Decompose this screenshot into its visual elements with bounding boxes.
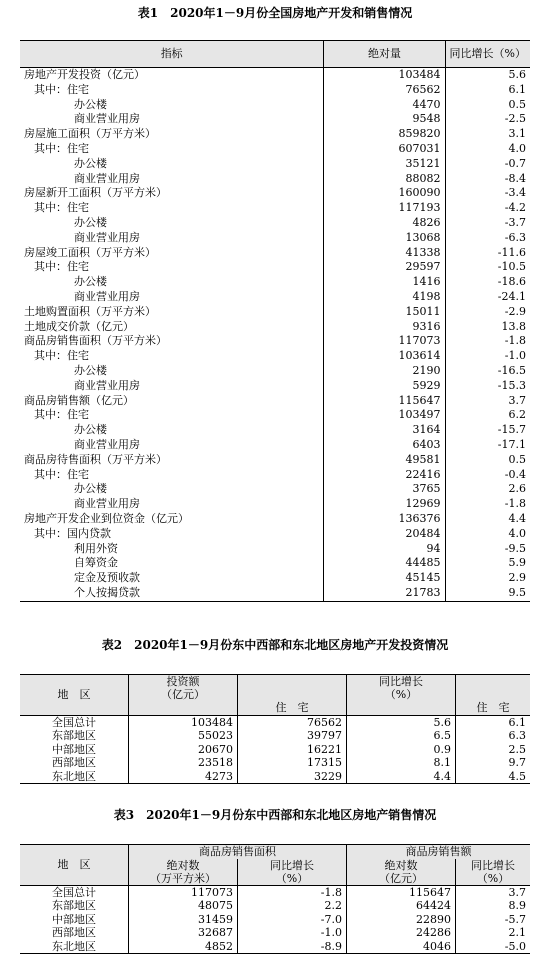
table2-subheader-blank-2 (347, 701, 456, 715)
table1-value-cell: 94 (324, 542, 445, 557)
table1-value-cell: 2190 (324, 364, 445, 379)
table3-subheader-sales-abs: 绝对数 （亿元） (347, 859, 456, 886)
table1-header-absolute: 绝对量 (324, 41, 445, 68)
table1-indicator-cell: 商品房待售面积（万平方米） (20, 453, 324, 468)
table1-row (20, 231, 530, 246)
table1-indicator-cell: 商业营业用房 (20, 172, 324, 187)
table1-indicator-cell: 商业营业用房 (20, 497, 324, 512)
table3-title: 表3 2020年1－9月份东中西部和东北地区房地产销售情况 (113, 808, 437, 822)
table1-growth-cell: 3.1 (508, 127, 526, 141)
table3-area-growth-cell: -1.0 (238, 926, 347, 940)
table3-row (20, 926, 530, 940)
table1-row (20, 216, 530, 231)
table1-indicator-cell: 办公楼 (20, 275, 324, 290)
table1-value-cell: 103497 (324, 408, 445, 423)
table3-area-growth-cell: -1.8 (238, 885, 347, 899)
table1-indicator-cell: 商业营业用房 (20, 290, 324, 305)
table1-row (20, 320, 530, 335)
table1-indicator-cell: 办公楼 (20, 423, 324, 438)
table1-value-cell: 15011 (324, 305, 445, 320)
table1-row (20, 408, 530, 423)
table3-region-cell: 东北地区 (20, 940, 129, 954)
table1-value-cell: 607031 (324, 142, 445, 157)
table3-region-cell: 全国总计 (52, 885, 96, 899)
table1-indicator-cell: 定金及预收款 (20, 571, 324, 586)
table1-value-cell: 1416 (324, 275, 445, 290)
table1-indicator-cell: 商业营业用房 (20, 112, 324, 127)
table2-header-invest-residential-empty (238, 675, 347, 702)
table2-growth-residential-cell: 6.1 (456, 715, 531, 729)
table1-growth-cell: -2.5 (504, 112, 526, 126)
table3-sales-growth-cell: -5.0 (456, 940, 531, 954)
table1-indicator-cell: 商业营业用房 (20, 379, 324, 394)
table1-row (20, 423, 530, 438)
table1-growth-cell: 6.2 (508, 408, 526, 422)
table3-row (20, 913, 530, 927)
table2-region-cell: 西部地区 (52, 756, 96, 769)
table1-header-indicator: 指标 (20, 41, 324, 68)
table1-row (20, 98, 530, 113)
table3-sales-growth-cell: 3.7 (456, 885, 531, 899)
table1-growth-cell: 2.9 (508, 571, 526, 585)
table1-row (20, 482, 530, 497)
table1-row (20, 290, 530, 305)
table3-region-cell: 东部地区 (52, 899, 96, 912)
table2-invest-cell: 23518 (129, 756, 238, 770)
table1-growth-cell: -9.5 (504, 541, 526, 555)
table1-value-cell: 35121 (324, 157, 445, 172)
table1-value-cell: 4470 (324, 98, 445, 113)
table1-growth-cell: -2.9 (504, 304, 526, 318)
table1-row (20, 186, 530, 201)
table2-invest-residential-cell: 76562 (238, 715, 347, 729)
table1-indicator-cell: 其中：住宅 (20, 201, 324, 216)
table2-growth-cell: 6.5 (347, 729, 456, 743)
table1-row (20, 349, 530, 364)
table2-region-cell: 东北地区 (20, 770, 129, 784)
table1-value-cell: 117193 (324, 201, 445, 216)
table1-row (20, 438, 530, 453)
table1-indicator-cell: 商业营业用房 (20, 438, 324, 453)
table1-indicator-cell: 个人按揭贷款 (20, 586, 324, 601)
table1-indicator-cell: 办公楼 (20, 98, 324, 113)
table1-value-cell: 44485 (324, 556, 445, 571)
table1-growth-cell: -3.4 (504, 186, 526, 200)
table3-area-cell: 32687 (129, 926, 238, 940)
table2-invest-cell: 55023 (129, 729, 238, 743)
table2-growth-cell: 0.9 (347, 743, 456, 757)
table1-growth-cell: -0.7 (504, 156, 526, 170)
table1-indicator-cell: 土地成交价款（亿元） (20, 320, 324, 335)
table1-value-cell: 117073 (324, 334, 445, 349)
table2-subheader-blank (129, 701, 238, 715)
table3-area-cell: 117073 (129, 885, 238, 899)
table1-growth-cell: -1.8 (504, 334, 526, 348)
table2-invest-residential-cell: 39797 (238, 729, 347, 743)
table1-row (20, 527, 530, 542)
table1-value-cell: 115647 (324, 394, 445, 409)
table2-invest-cell: 20670 (129, 743, 238, 757)
table1-indicator-cell: 土地购置面积（万平方米） (20, 305, 324, 320)
table1-growth-cell: -1.0 (504, 349, 526, 363)
table1-value-cell: 136376 (324, 512, 445, 527)
table2-growth-residential-cell: 2.5 (456, 743, 531, 757)
table3-sales-cell: 115647 (347, 885, 456, 899)
table1-value-cell: 9548 (324, 112, 445, 127)
table2-invest-cell: 103484 (129, 715, 238, 729)
table3-area-cell: 31459 (129, 913, 238, 927)
table1-row (20, 364, 530, 379)
table2-invest-residential-cell: 17315 (238, 756, 347, 770)
table1-value-cell: 41338 (324, 246, 445, 261)
table3-subheader-area-growth: 同比增长 （%） (238, 859, 347, 886)
table1-indicator-cell: 利用外资 (20, 542, 324, 557)
table1-value-cell: 3765 (324, 482, 445, 497)
table2-growth-residential-cell: 4.5 (456, 770, 531, 784)
table2-header-growth-residential-empty (456, 675, 531, 702)
table1-row (20, 127, 530, 142)
table3-header-region: 地 区 (20, 845, 129, 886)
table3-area-growth-cell: 2.2 (238, 899, 347, 913)
table2-row (20, 729, 530, 743)
table3-sales-growth-cell: -5.7 (456, 913, 531, 927)
table1-row (20, 305, 530, 320)
table1-value-cell: 160090 (324, 186, 445, 201)
table3-region-cell: 西部地区 (52, 926, 96, 939)
table1-row (20, 157, 530, 172)
table3-area-cell: 4852 (129, 940, 238, 954)
table1-growth-cell: -15.3 (497, 378, 526, 392)
table1-indicator-cell: 其中：住宅 (20, 468, 324, 483)
table1-growth-cell: -16.5 (497, 363, 526, 377)
table2-subheader-residential: 住 宅 (238, 701, 347, 715)
table2-row (20, 756, 530, 770)
table1-indicator-cell: 自筹资金 (20, 556, 324, 571)
table1-growth-cell: -1.8 (504, 497, 526, 511)
table3-sales-cell: 24286 (347, 926, 456, 940)
table1-row (20, 142, 530, 157)
table1-value-cell: 49581 (324, 453, 445, 468)
table1-indicator-cell: 办公楼 (20, 157, 324, 172)
table1-row (20, 172, 530, 187)
table1-row (20, 497, 530, 512)
table2-growth-cell: 4.4 (347, 770, 456, 784)
table1-indicator-cell: 商业营业用房 (20, 231, 324, 246)
table1-value-cell: 88082 (324, 172, 445, 187)
table1-row (20, 453, 530, 468)
table1-growth-cell: -4.2 (504, 201, 526, 215)
table1-value-cell: 3164 (324, 423, 445, 438)
table3-header-area: 商品房销售面积 (129, 845, 347, 859)
table1-indicator-cell: 其中：住宅 (20, 408, 324, 423)
table3-area-growth-cell: -8.9 (238, 940, 347, 954)
table1-growth-cell: 4.0 (508, 141, 526, 155)
table1-indicator-cell: 房屋新开工面积（万平方米） (20, 186, 324, 201)
table3-row (20, 899, 530, 913)
table2-region-cell: 中部地区 (52, 742, 96, 756)
table1-indicator-cell: 办公楼 (20, 216, 324, 231)
table2-growth-cell: 8.1 (347, 756, 456, 770)
table1-growth-cell: -8.4 (504, 171, 526, 185)
table3-sales-cell: 64424 (347, 899, 456, 913)
table1-value-cell: 4826 (324, 216, 445, 231)
table3-area-cell: 48075 (129, 899, 238, 913)
table1-growth-cell: 5.9 (508, 556, 526, 570)
table1-growth-cell: 6.1 (508, 82, 526, 96)
table1-growth-cell: -11.6 (497, 245, 526, 259)
table3 (20, 844, 530, 954)
table1-value-cell: 20484 (324, 527, 445, 542)
table1-growth-cell: 4.0 (508, 526, 526, 540)
table1-growth-cell: 5.6 (508, 68, 526, 81)
table1-row (20, 334, 530, 349)
table1-indicator-cell: 房屋施工面积（万平方米） (20, 127, 324, 142)
table2-row (20, 715, 530, 729)
table3-header-sales: 商品房销售额 (347, 845, 531, 859)
table2-header-growth: 同比增长 （%） (347, 675, 456, 702)
table2-invest-cell: 4273 (129, 770, 238, 784)
table1-value-cell: 29597 (324, 260, 445, 275)
table2-region-cell: 全国总计 (52, 715, 96, 729)
table1-growth-cell: 13.8 (501, 319, 526, 333)
table1-indicator-cell: 房地产开发企业到位资金（亿元） (20, 512, 324, 527)
table2-subheader-residential-growth: 住 宅 (456, 701, 531, 715)
table1-value-cell: 22416 (324, 468, 445, 483)
table1-indicator-cell: 商品房销售面积（万平方米） (20, 334, 324, 349)
table1-growth-cell: -10.5 (497, 260, 526, 274)
table1-growth-cell: -24.1 (497, 289, 526, 303)
table1-indicator-cell: 其中：住宅 (20, 260, 324, 275)
table3-sales-cell: 22890 (347, 913, 456, 927)
table1-growth-cell: 0.5 (508, 97, 526, 111)
table1-indicator-cell: 办公楼 (20, 364, 324, 379)
table1-row (20, 201, 530, 216)
table1 (20, 40, 530, 602)
table2-row (20, 743, 530, 757)
table1-growth-cell: -3.7 (504, 215, 526, 229)
table3-sales-cell: 4046 (347, 940, 456, 954)
table2-header-region: 地 区 (20, 675, 129, 716)
table1-row (20, 586, 530, 601)
table1-growth-cell: -18.6 (497, 275, 526, 289)
table2-row (20, 770, 530, 784)
table1-value-cell: 4198 (324, 290, 445, 305)
table1-indicator-cell: 商品房销售额（亿元） (20, 394, 324, 409)
table1-growth-cell: 4.4 (508, 511, 526, 525)
table1-indicator-cell: 其中：国内贷款 (20, 527, 324, 542)
table1-growth-cell: 9.5 (445, 586, 530, 601)
table1-row (20, 571, 530, 586)
table2 (20, 674, 530, 784)
table1-growth-cell: -17.1 (497, 437, 526, 451)
table1-value-cell: 859820 (324, 127, 445, 142)
table3-sales-growth-cell: 2.1 (456, 926, 531, 940)
table2-growth-residential-cell: 6.3 (456, 729, 531, 743)
table1-row (20, 468, 530, 483)
table3-row (20, 940, 530, 954)
table1-indicator-cell: 房地产开发投资（亿元） (20, 68, 324, 83)
table3-row (20, 885, 530, 899)
table1-row (20, 542, 530, 557)
table1-growth-cell: 0.5 (508, 452, 526, 466)
table3-subheader-sales-growth: 同比增长 （%） (456, 859, 531, 886)
table1-value-cell: 12969 (324, 497, 445, 512)
table1-indicator-cell: 办公楼 (20, 482, 324, 497)
table3-subheader-area-abs: 绝对数 （万平方米） (129, 859, 238, 886)
table2-region-cell: 东部地区 (52, 729, 96, 742)
table1-title: 表1 2020年1－9月份全国房地产开发和销售情况 (137, 6, 413, 20)
table1-value-cell: 21783 (324, 586, 445, 601)
table1-indicator-cell: 其中：住宅 (20, 83, 324, 98)
table2-header-invest: 投资额 （亿元） (129, 675, 238, 702)
table1-growth-cell: -6.3 (504, 230, 526, 244)
table1-row (20, 379, 530, 394)
table2-invest-residential-cell: 16221 (238, 743, 347, 757)
table1-value-cell: 45145 (324, 571, 445, 586)
table1-value-cell: 103614 (324, 349, 445, 364)
table2-title: 表2 2020年1－9月份东中西部和东北地区房地产开发投资情况 (101, 638, 449, 652)
table1-value-cell: 9316 (324, 320, 445, 335)
table2-growth-cell: 5.6 (347, 715, 456, 729)
table2-invest-residential-cell: 3229 (238, 770, 347, 784)
table1-growth-cell: -15.7 (497, 423, 526, 437)
table1-growth-cell: 3.7 (508, 393, 526, 407)
table1-row (20, 556, 530, 571)
table1-row (20, 246, 530, 261)
table1-value-cell: 103484 (324, 68, 445, 83)
table1-value-cell: 13068 (324, 231, 445, 246)
table1-value-cell: 5929 (324, 379, 445, 394)
table1-growth-cell: 2.6 (508, 482, 526, 496)
table2-growth-residential-cell: 9.7 (456, 756, 531, 770)
table1-header-growth: 同比增长（%） (445, 41, 530, 68)
table1-indicator-cell: 其中：住宅 (20, 349, 324, 364)
table1-row (20, 68, 530, 83)
table1-value-cell: 6403 (324, 438, 445, 453)
table1-row (20, 260, 530, 275)
table1-value-cell: 76562 (324, 83, 445, 98)
table3-sales-growth-cell: 8.9 (456, 899, 531, 913)
table1-row (20, 394, 530, 409)
table1-row (20, 112, 530, 127)
table1-row (20, 275, 530, 290)
table1-row (20, 512, 530, 527)
table1-indicator-cell: 房屋竣工面积（万平方米） (20, 246, 324, 261)
table1-row (20, 83, 530, 98)
table3-area-growth-cell: -7.0 (238, 913, 347, 927)
table3-region-cell: 中部地区 (52, 912, 96, 926)
table1-indicator-cell: 其中：住宅 (20, 142, 324, 157)
table1-growth-cell: -0.4 (504, 467, 526, 481)
